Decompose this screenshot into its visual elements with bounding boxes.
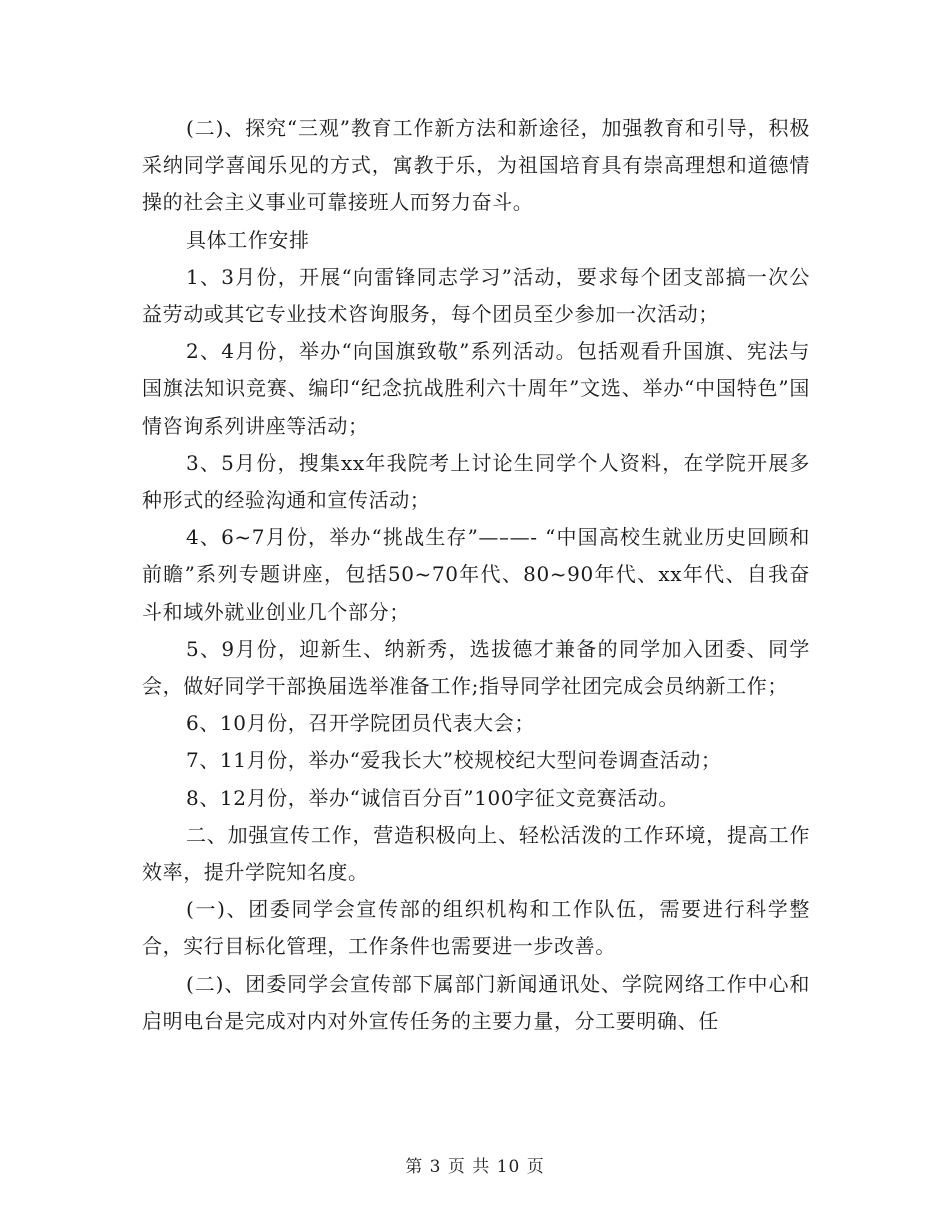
- paragraph-item-8: 8、12月份，举办“诚信百分百”100字征文竞赛活动。: [186, 785, 679, 810]
- section-heading-publicity: 二、加强宣传工作，营造积极向上、轻松活泼的工作环境，提高工作效率，提升学院知名度。: [142, 822, 810, 885]
- paragraph-1: (二)、探究“三观”教育工作新方法和新途径，加强教育和引导，积极采纳同学喜闻乐见的方式，寓教于乐，为祖国培育具有崇高理想和道德情操的社会主义事业可靠接班人而努力奋斗。: [142, 116, 810, 215]
- paragraph-publicity-1: (一)、团委同学会宣传部的组织机构和工作队伍，需要进行科学整合，实行目标化管理，工作条件也需要进一步改善。: [142, 897, 810, 959]
- paragraph-item-6: 6、10月份，召开学院团员代表大会；: [186, 711, 535, 736]
- section-heading-work-plan: 具体工作安排: [186, 227, 310, 252]
- paragraph-publicity-2: (二)、团委同学会宣传部下属部门新闻通讯处、学院网络工作中心和启明电台是完成对内对外宣传任务的主要力量，分工要明确、任: [142, 971, 810, 1033]
- paragraph-item-2: 2、4月份，举办“向国旗致敬”系列活动。包括观看升国旗、宪法与国旗法知识竞赛、编印“纪念抗战胜利六十周年”文选、举办“中国特色”国情咨询系列讲座等活动；: [142, 339, 810, 438]
- paragraph-item-5: 5、9月份，迎新生、纳新秀，选拔德才兼备的同学加入团委、同学会，做好同学干部换届选举准备工作;指导同学社团完成会员纳新工作；: [142, 636, 810, 699]
- paragraph-item-1: 1、3月份，开展“向雷锋同志学习”活动，要求每个团支部搞一次公益劳动或其它专业技术咨询服务，每个团员至少参加一次活动；: [142, 264, 810, 327]
- paragraph-item-3: 3、5月份，搜集xx年我院考上讨论生同学个人资料，在学院开展多种形式的经验沟通和宣传活动；: [142, 450, 810, 513]
- paragraph-item-4: 4、6~7月份，举办“挑战生存”—–—- “中国高校生就业历史回顾和前瞻”系列专题讲座，包括50~70年代、80~90年代、xx年代、自我奋斗和域外就业创业几个部分；: [142, 525, 810, 624]
- document-body: [142, 110, 810, 1040]
- paragraph-item-7: 7、11月份，举办“爱我长大”校规校纪大型问卷调查活动；: [186, 748, 722, 773]
- page-number-footer: 第 3 页 共 10 页: [405, 1157, 545, 1177]
